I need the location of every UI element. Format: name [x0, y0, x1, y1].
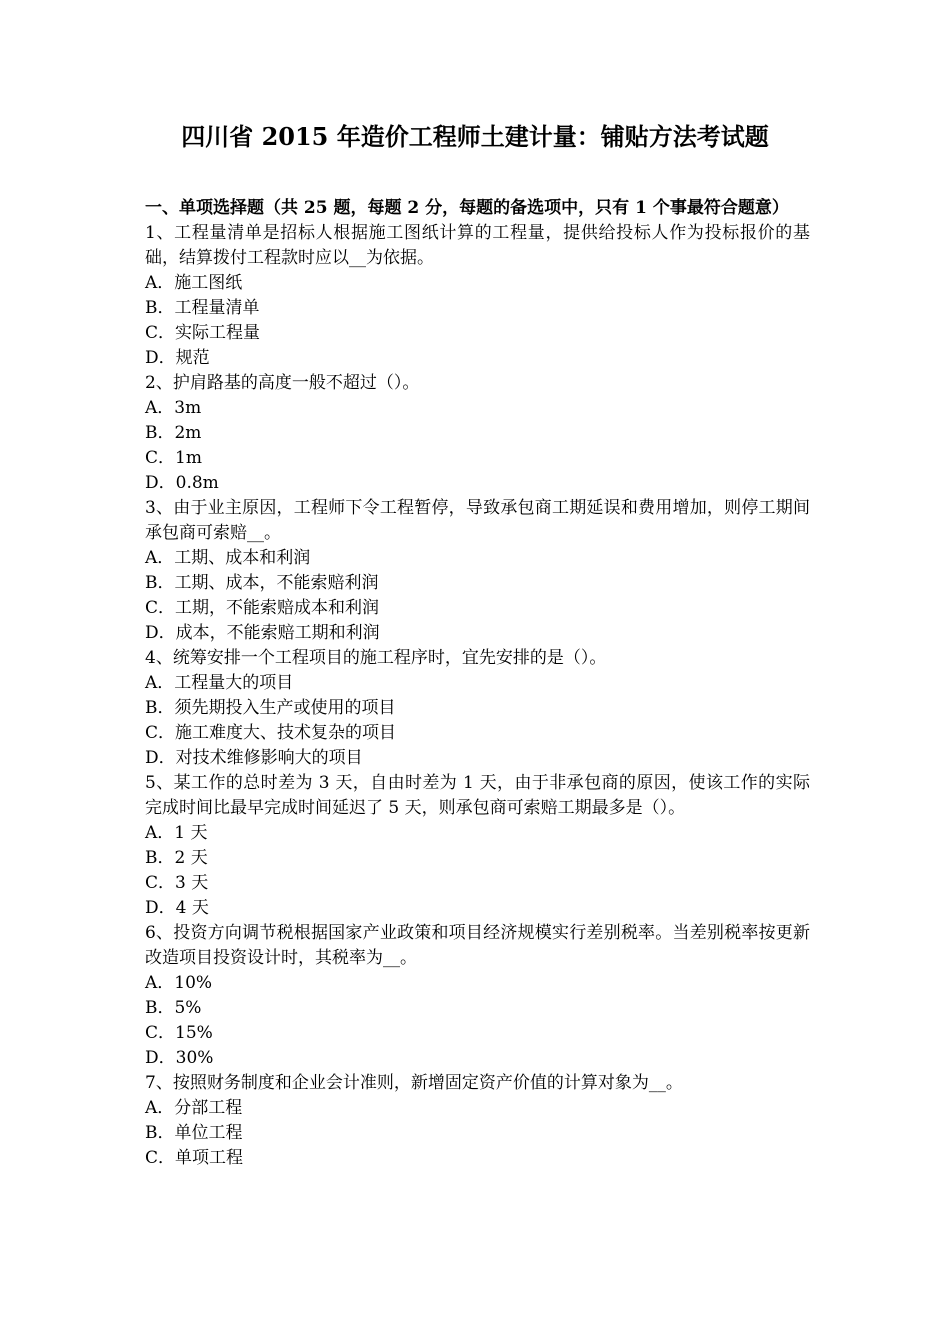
- option-b: B．工程量清单: [145, 298, 260, 318]
- option-c: C．施工难度大、技术复杂的项目: [145, 723, 397, 743]
- option-b: B．单位工程: [145, 1123, 243, 1143]
- option-a: A．施工图纸: [145, 273, 243, 293]
- question-stem: 5、某工作的总时差为 3 天，自由时差为 1 天，由于非承包商的原因，使该工作的实际完成时间比最早完成时间延迟了 5 天，则承包商可索赔工期最多是（）。: [145, 773, 810, 818]
- question-stem: 6、投资方向调节税根据国家产业政策和项目经济规模实行差别税率。当差别税率按更新改造项目投资设计时，其税率为__。: [145, 923, 810, 968]
- question-4: [145, 646, 810, 771]
- option-c: C．1m: [145, 448, 202, 468]
- question-stem: 4、统筹安排一个工程项目的施工程序时，宜先安排的是（）。: [145, 648, 607, 668]
- option-b: B．2m: [145, 423, 202, 443]
- option-d: D．30%: [145, 1048, 214, 1068]
- option-a: A．工程量大的项目: [145, 673, 294, 693]
- question-stem: 2、护肩路基的高度一般不超过（）。: [145, 373, 420, 393]
- question-3: [145, 496, 810, 646]
- option-c: C．3 天: [145, 873, 209, 893]
- option-b: B．5%: [145, 998, 202, 1018]
- option-a: A．3m: [145, 398, 202, 418]
- question-7: [145, 1071, 810, 1171]
- question-stem: 3、由于业主原因，工程师下令工程暂停，导致承包商工期延误和费用增加，则停工期间承包商可索赔__。: [145, 498, 810, 543]
- option-b: B．2 天: [145, 848, 208, 868]
- question-stem: 7、按照财务制度和企业会计准则，新增固定资产价值的计算对象为__。: [145, 1073, 683, 1093]
- question-5: [145, 771, 810, 921]
- option-d: D．0.8m: [145, 473, 219, 493]
- document-title: 四川省 2015 年造价工程师土建计量：铺贴方法考试题: [181, 122, 769, 151]
- question-2: [145, 371, 810, 496]
- option-c: C．实际工程量: [145, 323, 261, 343]
- option-b: B．工期、成本，不能索赔利润: [145, 573, 379, 593]
- option-a: A．1 天: [145, 823, 208, 843]
- question-6: [145, 921, 810, 1071]
- option-d: D．成本，不能索赔工期和利润: [145, 623, 380, 643]
- section-header: 一、单项选择题（共 25 题，每题 2 分，每题的备选项中，只有 1 个事最符合题意）: [145, 198, 789, 218]
- option-d: D．4 天: [145, 898, 209, 918]
- option-d: D．规范: [145, 348, 210, 368]
- option-c: C．单项工程: [145, 1148, 244, 1168]
- option-a: A．工期、成本和利润: [145, 548, 311, 568]
- question-1: [145, 221, 810, 371]
- option-a: A．10%: [145, 973, 213, 993]
- option-a: A．分部工程: [145, 1098, 243, 1118]
- option-b: B．须先期投入生产或使用的项目: [145, 698, 396, 718]
- option-d: D．对技术维修影响大的项目: [145, 748, 363, 768]
- document-body: [145, 196, 810, 1171]
- option-c: C．15%: [145, 1023, 213, 1043]
- option-c: C．工期，不能索赔成本和利润: [145, 598, 380, 618]
- question-stem: 1、工程量清单是招标人根据施工图纸计算的工程量，提供给投标人作为投标报价的基础，结算拨付工程款时应以__为依据。: [145, 223, 810, 268]
